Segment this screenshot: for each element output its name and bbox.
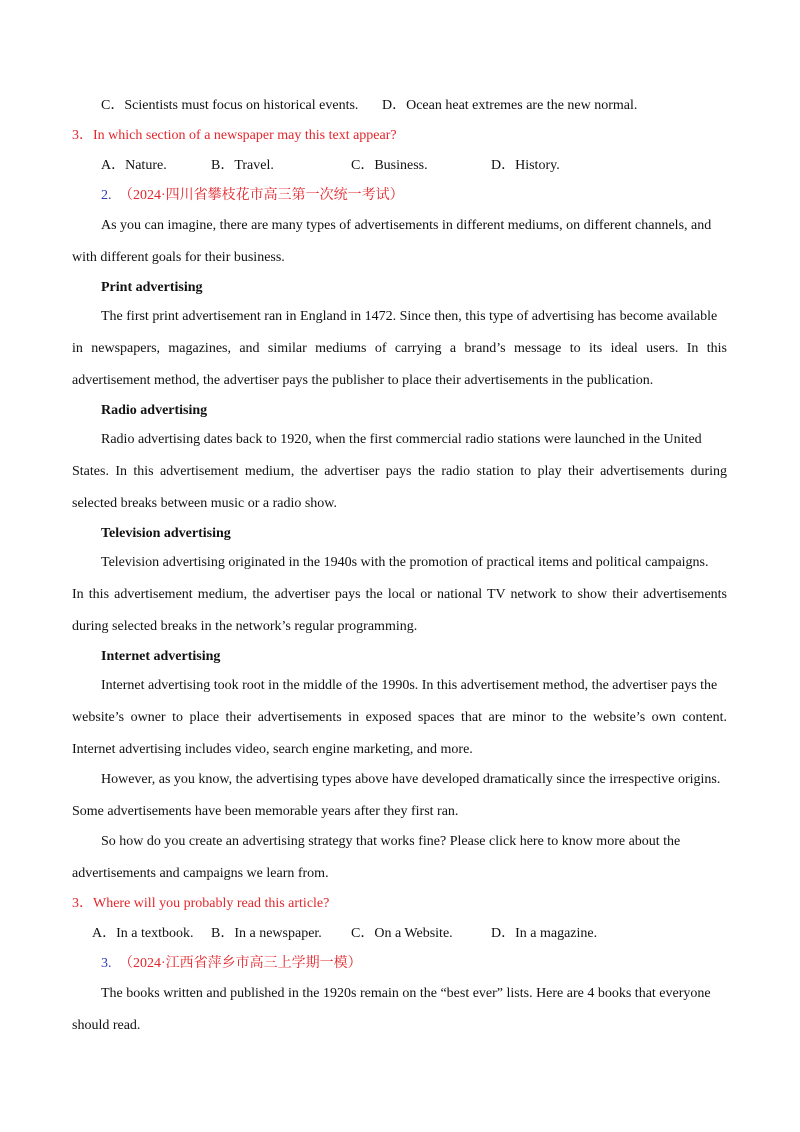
section-heading: Radio advertising — [101, 403, 208, 418]
passage-number: 3. — [101, 956, 112, 971]
option-a: A．In a textbook. — [92, 926, 194, 941]
paragraph-line: website’s owner to place their advertisements in exposed spaces that are minor to the website’s own content. — [72, 710, 727, 725]
option-d: D．History. — [491, 158, 560, 173]
option-c: C．On a Website. — [351, 926, 453, 941]
passage-number: 2. — [101, 188, 112, 203]
passage-source: （2024·四川省攀枝花市高三第一次统一考试） — [119, 188, 404, 203]
paragraph-line: Some advertisements have been memorable years after they first ran. — [72, 804, 459, 819]
paragraph-line: Internet advertising took root in the middle of the 1990s. In this advertisement method, the advertiser pays the — [101, 678, 718, 693]
section-heading: Print advertising — [101, 280, 203, 295]
option-b: B．In a newspaper. — [211, 926, 322, 941]
paragraph-line: So how do you create an advertising strategy that works fine? Please click here to know more about the — [101, 834, 681, 849]
paragraph-line: In this advertisement medium, the advertiser pays the local or national TV network to show their advertisements — [72, 587, 727, 602]
passage-header — [101, 187, 404, 205]
paragraph-line: States. In this advertisement medium, the advertiser pays the radio station to play their advertisements during — [72, 464, 727, 479]
passage-header — [101, 955, 362, 973]
question-stem: 3．Where will you probably read this article? — [72, 896, 330, 911]
paragraph-line: advertisements and campaigns we learn from. — [72, 866, 329, 881]
passage-source: （2024·江西省萍乡市高三上学期一模） — [119, 956, 362, 971]
option-a: A．Nature. — [101, 158, 167, 173]
option-c: C．Business. — [351, 158, 428, 173]
option-b: B．Travel. — [211, 158, 274, 173]
paragraph-line: Internet advertising includes video, search engine marketing, and more. — [72, 742, 473, 757]
paragraph-line: with different goals for their business. — [72, 250, 285, 265]
paragraph-line: advertisement method, the advertiser pays the publisher to place their advertisements in the publication. — [72, 373, 654, 388]
paragraph-line: during selected breaks in the network’s regular programming. — [72, 619, 418, 634]
option-d: D．In a magazine. — [491, 926, 598, 941]
option-d: D．Ocean heat extremes are the new normal. — [382, 98, 638, 113]
paragraph-line: selected breaks between music or a radio show. — [72, 496, 337, 511]
option-c: C．Scientists must focus on historical events. — [101, 98, 359, 113]
paragraph-line: The books written and published in the 1920s remain on the “best ever” lists. Here are 4 books that everyone — [101, 986, 711, 1001]
section-heading: Internet advertising — [101, 649, 221, 664]
paragraph-line: should read. — [72, 1018, 141, 1033]
paragraph-line: However, as you know, the advertising types above have developed dramatically since the irrespective origins. — [101, 772, 721, 787]
paragraph-line: Television advertising originated in the 1940s with the promotion of practical items and political campaigns. — [101, 555, 709, 570]
paragraph-line: Radio advertising dates back to 1920, when the first commercial radio stations were launched in the United — [101, 432, 702, 447]
question-stem: 3．In which section of a newspaper may this text appear? — [72, 128, 397, 143]
paragraph-line: in newspapers, magazines, and similar mediums of carrying a brand’s message to its ideal users. In this — [72, 341, 727, 356]
paragraph-line: As you can imagine, there are many types of advertisements in different mediums, on different channels, and — [101, 218, 712, 233]
section-heading: Television advertising — [101, 526, 231, 541]
paragraph-line: The first print advertisement ran in England in 1472. Since then, this type of advertising has become available — [101, 309, 718, 324]
